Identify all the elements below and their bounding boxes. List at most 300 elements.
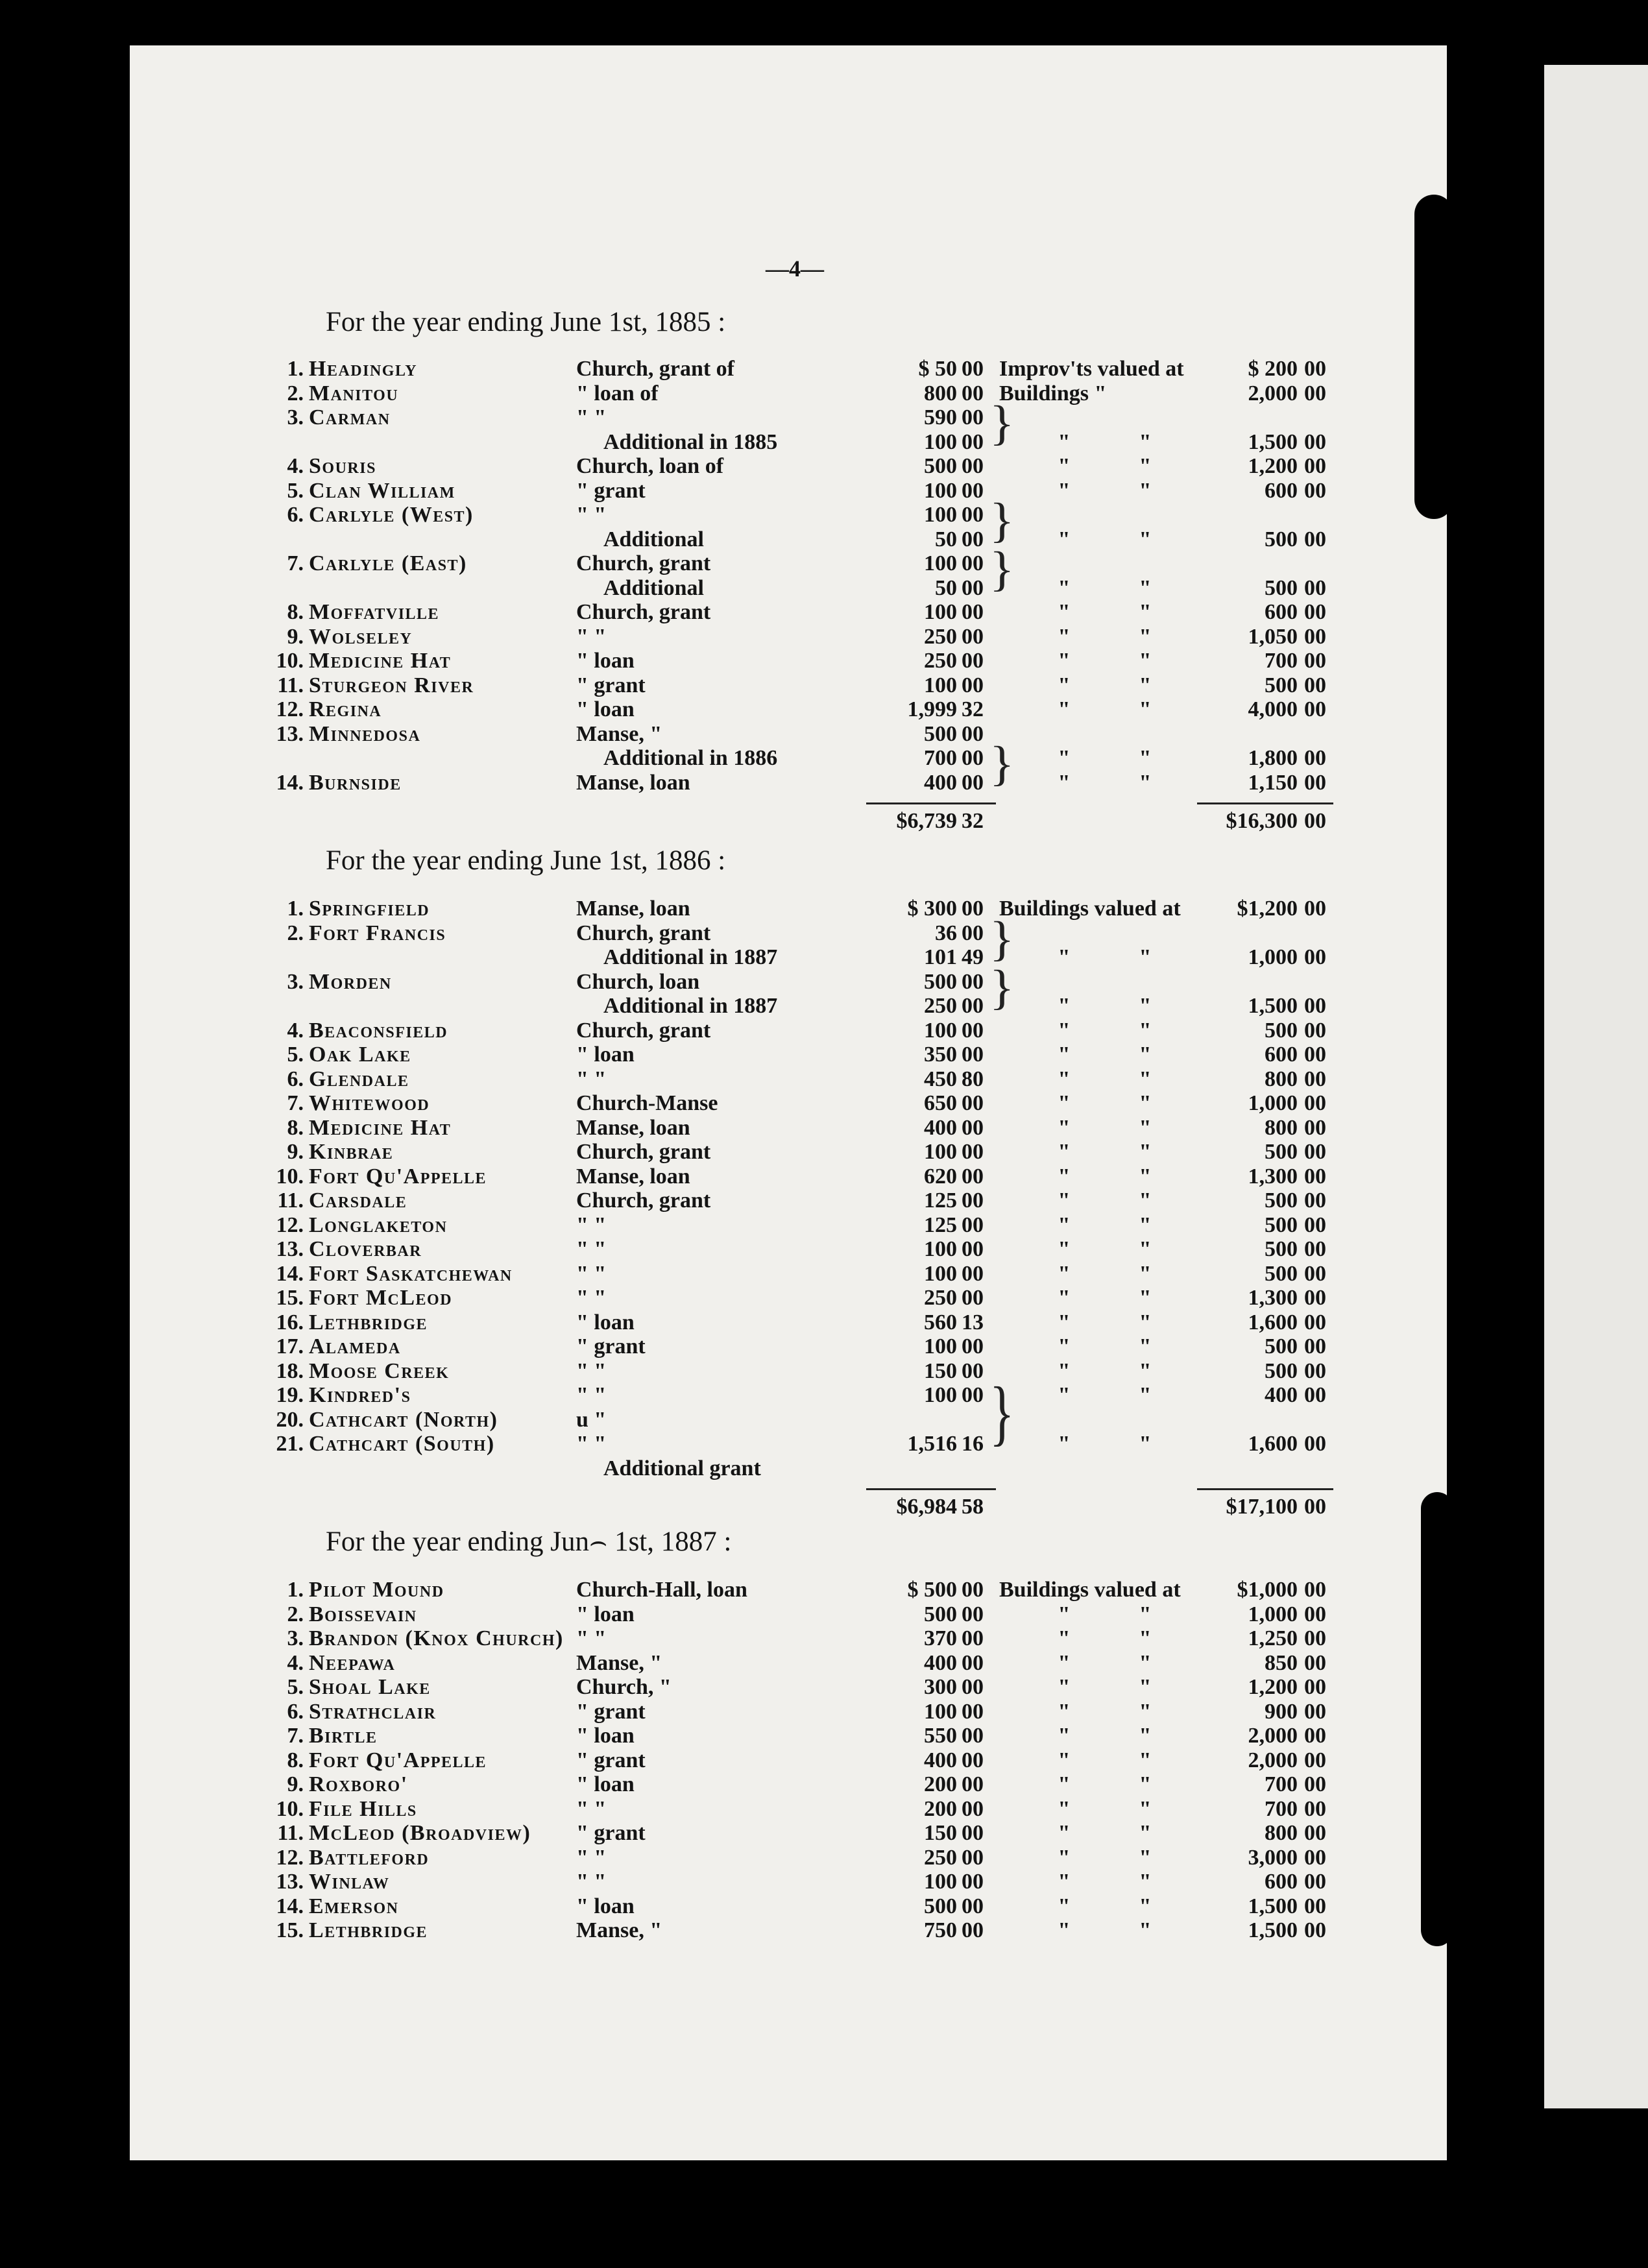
table-row — [273, 1116, 1337, 1140]
page-tear — [1421, 1492, 1453, 1946]
amount-cents: 00 — [962, 1237, 984, 1261]
valuation-dollars: 700 — [1265, 1772, 1298, 1796]
valuation-cents: 00 — [1304, 478, 1326, 503]
amount-dollars: 800 — [924, 381, 957, 405]
ditto-mark: " — [1139, 1870, 1152, 1894]
amount-dollars: 750 — [924, 1918, 957, 1942]
table-row — [273, 430, 1337, 454]
amount-cents: 00 — [962, 1650, 984, 1675]
table-row — [273, 1675, 1337, 1699]
valuation-dollars: 1,250 — [1248, 1626, 1298, 1650]
amount-dollars: 150 — [924, 1821, 957, 1845]
ditto-mark: " — [1139, 1115, 1152, 1140]
ditto-mark: " — [1058, 673, 1071, 697]
valuation-dollars: $ 200 — [1248, 357, 1298, 381]
table-row — [273, 1310, 1337, 1334]
table-row — [273, 897, 1337, 921]
table-row — [273, 1894, 1337, 1918]
table-row — [273, 381, 1337, 405]
brace-mark: } — [989, 911, 1015, 966]
grant-kind: " grant — [576, 478, 646, 503]
place-name: Headingly — [309, 357, 418, 381]
amount-cents: 00 — [962, 1358, 984, 1383]
table-row — [273, 1578, 1337, 1602]
ditto-mark: " — [1058, 1286, 1071, 1310]
additional-note: Additional grant — [603, 1456, 761, 1480]
valuation-cents: 00 — [1304, 746, 1326, 770]
valuation-cents: 00 — [1304, 1748, 1326, 1772]
place-name: McLeod (Broadview) — [309, 1821, 531, 1845]
valuation-dollars: 1,050 — [1248, 624, 1298, 649]
amount-dollars: 300 — [924, 1675, 957, 1699]
ditto-mark: " — [1058, 1675, 1071, 1699]
total-cents: 58 — [962, 1495, 984, 1519]
amount-cents: 00 — [962, 1286, 984, 1310]
amount-cents: 00 — [962, 1383, 984, 1407]
amount-cents: 00 — [962, 1212, 984, 1237]
amount-dollars: 100 — [924, 1018, 957, 1043]
valuation-description: Buildings valued at — [999, 897, 1181, 921]
ditto-mark: " — [1058, 1237, 1071, 1261]
table-row — [273, 970, 1337, 994]
ditto-mark: " — [1139, 1383, 1152, 1407]
valuation-dollars: 500 — [1265, 1358, 1298, 1383]
ditto-mark: " — [1058, 1821, 1071, 1845]
ditto-mark: " — [1139, 1043, 1152, 1067]
ditto-mark: " — [1139, 649, 1152, 673]
amount-cents: 00 — [962, 600, 984, 624]
valuation-dollars: 2,000 — [1248, 1724, 1298, 1748]
table-row — [273, 921, 1337, 945]
amount-cents: 00 — [962, 649, 984, 673]
table-row — [273, 1918, 1337, 1942]
valuation-cents: 00 — [1304, 1286, 1326, 1310]
item-number: 21. — [276, 1432, 304, 1456]
valuation-description: Improv'ts valued at — [999, 357, 1184, 381]
table-row — [273, 454, 1337, 478]
item-number: 3. — [287, 405, 304, 429]
ditto-mark: " — [1058, 1140, 1071, 1164]
ditto-mark: " — [1058, 1870, 1071, 1894]
valuation-dollars: 600 — [1265, 600, 1298, 624]
ditto-mark: " — [1139, 1140, 1152, 1164]
item-number: 8. — [287, 600, 304, 624]
valuation-cents: 00 — [1304, 1821, 1326, 1845]
amount-dollars: 370 — [924, 1626, 957, 1650]
item-number: 5. — [287, 1043, 304, 1067]
amount-dollars: 100 — [924, 1334, 957, 1358]
grant-kind: Church, grant of — [576, 357, 734, 381]
item-number: 7. — [287, 1724, 304, 1748]
valuation-dollars: 500 — [1265, 1261, 1298, 1286]
valuation-dollars: 700 — [1265, 1796, 1298, 1821]
grant-kind: Church, loan of — [576, 454, 724, 478]
ditto-mark: " — [1058, 1188, 1071, 1212]
table-row — [273, 1870, 1337, 1894]
item-number: 16. — [276, 1310, 304, 1334]
grant-kind: " grant — [576, 1334, 646, 1358]
ditto-mark: " — [1139, 746, 1152, 770]
valuation-dollars: 800 — [1265, 1115, 1298, 1140]
grant-kind: Church, grant — [576, 1018, 711, 1043]
valuation-dollars: $1,000 — [1237, 1578, 1298, 1602]
section-heading: For the year ending June 1st, 1885 : — [326, 307, 726, 337]
place-name: Whitewood — [309, 1091, 430, 1115]
ditto-mark: " — [1139, 1748, 1152, 1772]
valuation-dollars: 1,200 — [1248, 1675, 1298, 1699]
valuation-cents: 00 — [1304, 1164, 1326, 1188]
valuation-cents: 00 — [1304, 1724, 1326, 1748]
ditto-mark: " — [1058, 994, 1071, 1018]
item-number: 4. — [287, 1018, 304, 1043]
amount-cents: 00 — [962, 1164, 984, 1188]
table-row — [273, 405, 1337, 429]
amount-dollars: 100 — [924, 1237, 957, 1261]
ditto-mark: " — [1058, 1261, 1071, 1286]
amount-cents: 00 — [962, 1772, 984, 1796]
ditto-mark: " — [1058, 1796, 1071, 1821]
table-row — [273, 1286, 1337, 1310]
item-number: 19. — [276, 1383, 304, 1407]
amount-dollars: 200 — [924, 1796, 957, 1821]
valuation-cents: 00 — [1304, 1675, 1326, 1699]
grant-kind: " grant — [576, 1821, 646, 1845]
table-row — [273, 1188, 1337, 1212]
ditto-mark: " — [1139, 624, 1152, 649]
grant-kind: " loan of — [576, 381, 659, 405]
valuation-dollars: 1,300 — [1248, 1286, 1298, 1310]
valuation-cents: 00 — [1304, 575, 1326, 600]
item-number: 9. — [287, 1772, 304, 1796]
place-name: Shoal Lake — [309, 1675, 431, 1699]
amount-cents: 00 — [962, 1918, 984, 1942]
ditto-mark: " — [1139, 1310, 1152, 1334]
ditto-mark: " — [1058, 1043, 1071, 1067]
place-name: Fort Qu'Appelle — [309, 1164, 487, 1188]
ditto-mark: " — [1139, 945, 1152, 969]
ditto-mark: " — [1058, 1699, 1071, 1724]
valuation-dollars: 700 — [1265, 649, 1298, 673]
amount-cents: 00 — [962, 1626, 984, 1650]
valuation-cents: 00 — [1304, 1894, 1326, 1918]
amount-cents: 00 — [962, 1675, 984, 1699]
section-heading: For the year ending Jun⌢ 1st, 1887 : — [326, 1526, 732, 1557]
brace-mark: } — [989, 494, 1015, 548]
valuation-cents: 00 — [1304, 673, 1326, 697]
valuation-dollars: 1,150 — [1248, 770, 1298, 795]
table-row — [273, 1237, 1337, 1261]
valuation-cents: 00 — [1304, 1334, 1326, 1358]
place-name: Medicine Hat — [309, 649, 452, 673]
ditto-mark: " — [1139, 1334, 1152, 1358]
grant-kind: " " — [576, 1358, 607, 1383]
amount-cents: 00 — [962, 897, 984, 921]
valuation-cents: 00 — [1304, 1772, 1326, 1796]
ditto-mark: " — [1139, 1821, 1152, 1845]
ditto-mark: " — [1139, 1237, 1152, 1261]
amount-cents: 00 — [962, 673, 984, 697]
item-number: 4. — [287, 1650, 304, 1675]
place-name: Winlaw — [309, 1870, 390, 1894]
table-row — [273, 1797, 1337, 1821]
ditto-mark: " — [1139, 1675, 1152, 1699]
amount-dollars: 250 — [924, 649, 957, 673]
place-name: Morden — [309, 969, 392, 994]
item-number: 10. — [276, 1796, 304, 1821]
valuation-dollars: 1,600 — [1248, 1432, 1298, 1456]
place-name: Lethbridge — [309, 1918, 428, 1942]
place-name: Roxboro' — [309, 1772, 408, 1796]
amount-cents: 00 — [962, 994, 984, 1018]
place-name: Medicine Hat — [309, 1115, 452, 1140]
place-name: Pilot Mound — [309, 1578, 444, 1602]
amount-cents: 13 — [962, 1310, 984, 1334]
valuation-cents: 00 — [1304, 1870, 1326, 1894]
table-row — [273, 1383, 1337, 1407]
amount-dollars: 450 — [924, 1067, 957, 1091]
table-row — [273, 1846, 1337, 1870]
ditto-mark: " — [1139, 600, 1152, 624]
valuation-cents: 00 — [1304, 1212, 1326, 1237]
ditto-mark: " — [1139, 454, 1152, 478]
ditto-mark: " — [1058, 1626, 1071, 1650]
valuation-dollars: 600 — [1265, 1043, 1298, 1067]
grant-kind: " " — [576, 1383, 607, 1407]
table-row — [273, 503, 1337, 527]
grant-kind: " " — [576, 1845, 607, 1870]
amount-cents: 00 — [962, 381, 984, 405]
table-row — [273, 600, 1337, 624]
ditto-mark: " — [1058, 478, 1071, 503]
valuation-cents: 00 — [1304, 1043, 1326, 1067]
page-number: —4— — [766, 256, 824, 282]
table-row — [273, 1408, 1337, 1432]
grant-kind: Church, grant — [576, 921, 711, 945]
valuation-dollars: $1,200 — [1237, 897, 1298, 921]
valuation-cents: 00 — [1304, 1578, 1326, 1602]
amount-dollars: 125 — [924, 1188, 957, 1212]
amount-cents: 00 — [962, 357, 984, 381]
place-name: Clan William — [309, 478, 455, 503]
amount-cents: 00 — [962, 1602, 984, 1626]
ditto-mark: " — [1139, 1018, 1152, 1043]
valuation-cents: 00 — [1304, 945, 1326, 969]
grant-kind: " loan — [576, 1772, 635, 1796]
valuation-cents: 00 — [1304, 1432, 1326, 1456]
grant-kind: " loan — [576, 1724, 635, 1748]
brace-mark: } — [989, 1373, 1015, 1454]
amount-cents: 00 — [962, 1140, 984, 1164]
table-row — [273, 1651, 1337, 1675]
valuation-cents: 00 — [1304, 454, 1326, 478]
place-name: Oak Lake — [309, 1043, 411, 1067]
table-row — [273, 1432, 1337, 1456]
table-row — [273, 1067, 1337, 1091]
valuation-cents: 00 — [1304, 897, 1326, 921]
valuation-dollars: 1,800 — [1248, 746, 1298, 770]
item-number: 1. — [287, 1578, 304, 1602]
amount-cents: 00 — [962, 1091, 984, 1115]
amount-dollars: 100 — [924, 1140, 957, 1164]
grant-kind: Church, grant — [576, 551, 711, 575]
grant-kind: " loan — [576, 1894, 635, 1918]
item-number: 18. — [276, 1358, 304, 1383]
ditto-mark: " — [1139, 1772, 1152, 1796]
ditto-mark: " — [1058, 527, 1071, 551]
ditto-mark: " — [1058, 1845, 1071, 1870]
amount-dollars: $ 50 — [918, 357, 957, 381]
item-number: 9. — [287, 1140, 304, 1164]
valuation-dollars: 1,500 — [1248, 1894, 1298, 1918]
grant-kind: " " — [576, 1261, 607, 1286]
item-number: 13. — [276, 1870, 304, 1894]
ditto-mark: " — [1058, 1091, 1071, 1115]
valuation-dollars: 400 — [1265, 1383, 1298, 1407]
total-rule — [866, 802, 996, 804]
item-number: 14. — [276, 1261, 304, 1286]
amount-cents: 16 — [962, 1432, 984, 1456]
amount-dollars: 500 — [924, 969, 957, 994]
ditto-mark: " — [1139, 1164, 1152, 1188]
valuation-cents: 00 — [1304, 1796, 1326, 1821]
amount-cents: 00 — [962, 1261, 984, 1286]
amount-cents: 49 — [962, 945, 984, 969]
ditto-mark: " — [1139, 478, 1152, 503]
grant-kind: " loan — [576, 649, 635, 673]
item-number: 6. — [287, 503, 304, 527]
grant-kind: Manse, " — [576, 1918, 662, 1942]
ditto-mark: " — [1139, 575, 1152, 600]
amount-dollars: 500 — [924, 1894, 957, 1918]
place-name: Burnside — [309, 770, 402, 795]
valuation-dollars: 500 — [1265, 673, 1298, 697]
table-row — [273, 1748, 1337, 1772]
total-amount: $6,739 — [896, 809, 957, 833]
ditto-mark: " — [1139, 1358, 1152, 1383]
amount-dollars: 560 — [924, 1310, 957, 1334]
place-name: Lethbridge — [309, 1310, 428, 1334]
amount-dollars: 400 — [924, 770, 957, 795]
ditto-mark: " — [1139, 1894, 1152, 1918]
place-name: Carlyle (East) — [309, 551, 467, 575]
valuation-dollars: 500 — [1265, 527, 1298, 551]
amount-cents: 00 — [962, 429, 984, 454]
additional-note: Additional in 1886 — [603, 746, 778, 770]
amount-dollars: 590 — [924, 405, 957, 429]
valuation-cents: 00 — [1304, 1358, 1326, 1383]
ditto-mark: " — [1058, 1918, 1071, 1942]
amount-cents: 00 — [962, 746, 984, 770]
table-row — [273, 1821, 1337, 1845]
table-row — [273, 576, 1337, 600]
place-name: Battleford — [309, 1845, 430, 1870]
item-number: 2. — [287, 1602, 304, 1626]
amount-dollars: 100 — [924, 503, 957, 527]
place-name: Fort Francis — [309, 921, 446, 945]
amount-dollars: 700 — [924, 746, 957, 770]
valuation-cents: 00 — [1304, 1918, 1326, 1942]
valuation-dollars: 500 — [1265, 1018, 1298, 1043]
grant-kind: " loan — [576, 1043, 635, 1067]
amount-dollars: 50 — [935, 575, 957, 600]
additional-note: Additional in 1885 — [603, 429, 778, 454]
table-row — [273, 357, 1337, 381]
ditto-mark: " — [1139, 429, 1152, 454]
place-name: Fort McLeod — [309, 1286, 453, 1310]
grant-kind: " " — [576, 503, 607, 527]
grant-kind: " loan — [576, 1602, 635, 1626]
amount-cents: 00 — [962, 1748, 984, 1772]
table-row — [273, 945, 1337, 969]
item-number: 2. — [287, 381, 304, 405]
table-row — [273, 649, 1337, 673]
amount-cents: 00 — [962, 1821, 984, 1845]
valuation-dollars: 3,000 — [1248, 1845, 1298, 1870]
place-name: Kinbrae — [309, 1140, 394, 1164]
valuation-dollars: 2,000 — [1248, 381, 1298, 405]
additional-note: Additional in 1887 — [603, 994, 778, 1018]
item-number: 12. — [276, 1212, 304, 1237]
item-number: 4. — [287, 454, 304, 478]
ditto-mark: " — [1058, 1115, 1071, 1140]
ditto-mark: " — [1058, 697, 1071, 721]
grant-kind: Church, grant — [576, 1188, 711, 1212]
item-number: 11. — [277, 673, 304, 697]
ditto-mark: " — [1058, 575, 1071, 600]
table-row — [273, 1140, 1337, 1164]
grant-kind: " loan — [576, 1310, 635, 1334]
grant-kind: " " — [576, 1796, 607, 1821]
place-name: Carman — [309, 405, 391, 429]
amount-dollars: 250 — [924, 1286, 957, 1310]
ditto-mark: " — [1139, 1091, 1152, 1115]
valuation-cents: 00 — [1304, 994, 1326, 1018]
grant-kind: Church, loan — [576, 969, 700, 994]
ditto-mark: " — [1139, 1188, 1152, 1212]
item-number: 7. — [287, 551, 304, 575]
amount-dollars: 150 — [924, 1358, 957, 1383]
item-number: 15. — [276, 1286, 304, 1310]
grant-kind: Manse, " — [576, 721, 662, 746]
place-name: Wolseley — [309, 624, 413, 649]
place-name: Cathcart (South) — [309, 1432, 495, 1456]
total-valuation: $16,300 — [1226, 809, 1298, 833]
grant-kind: u " — [576, 1407, 607, 1432]
page-tear — [1414, 195, 1453, 519]
valuation-cents: 00 — [1304, 1067, 1326, 1091]
place-name: Brandon (Knox Church) — [309, 1626, 564, 1650]
table-row — [273, 1772, 1337, 1796]
valuation-cents: 00 — [1304, 1699, 1326, 1724]
ditto-mark: " — [1058, 1894, 1071, 1918]
facing-page-edge — [1544, 65, 1648, 2108]
amount-dollars: 1,516 — [907, 1432, 957, 1456]
valuation-description: Buildings valued at — [999, 1578, 1181, 1602]
amount-dollars: 650 — [924, 1091, 957, 1115]
grant-kind: " grant — [576, 673, 646, 697]
grant-kind: Manse, loan — [576, 897, 690, 921]
ditto-mark: " — [1139, 1845, 1152, 1870]
valuation-dollars: 900 — [1265, 1699, 1298, 1724]
amount-dollars: 400 — [924, 1650, 957, 1675]
ditto-mark: " — [1058, 649, 1071, 673]
additional-note: Additional — [603, 527, 704, 551]
grant-kind: Manse, " — [576, 1650, 662, 1675]
table-row — [273, 1334, 1337, 1358]
grant-kind: Manse, loan — [576, 1164, 690, 1188]
ditto-mark: " — [1139, 527, 1152, 551]
ditto-mark: " — [1058, 1212, 1071, 1237]
